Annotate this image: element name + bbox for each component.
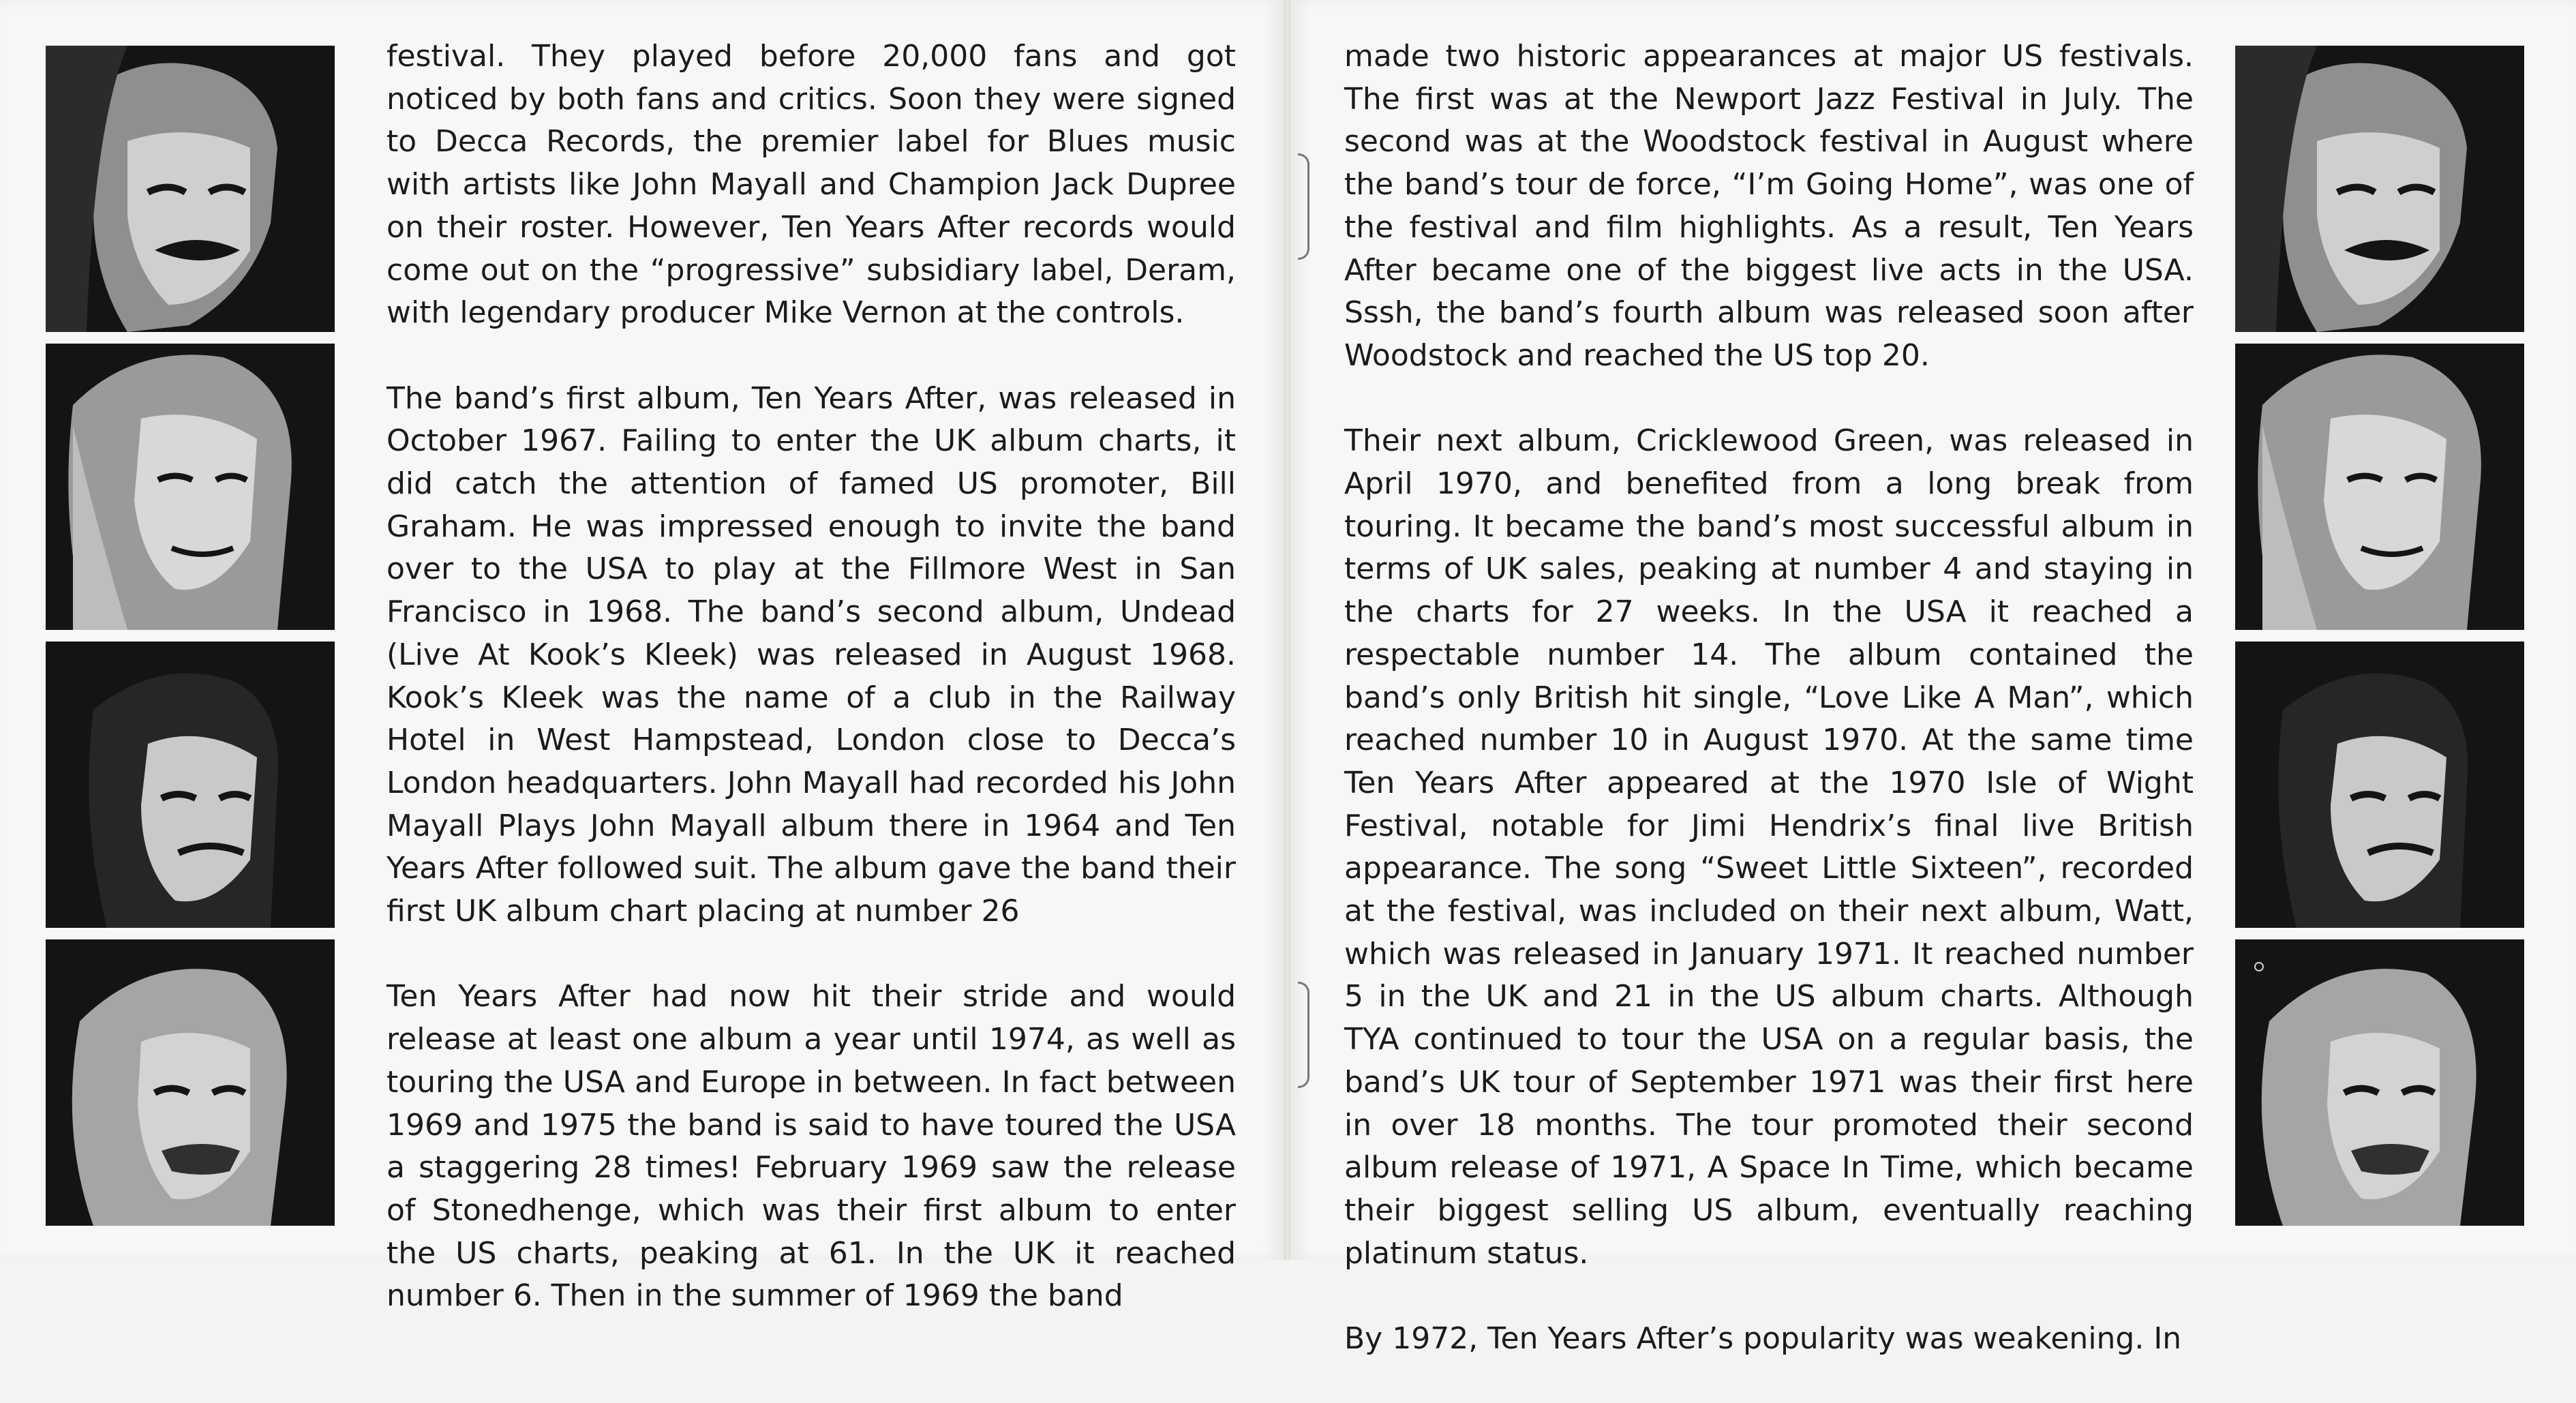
band-member-portrait-icon [2235, 46, 2524, 332]
band-member-portrait-icon [46, 344, 335, 630]
paragraph: festival. They played before 20,000 fans and got noticed by both fans and critics. Soon they were signed to Decca Records, the premier label for Blues music with artists like John Mayall and Champion Jack Dupree on their roster. However, Ten Years After records would come out on the “progressive” subsidiary label, Deram, with legendary producer Mike Vernon at the controls. [387, 39, 1236, 331]
band-member-portrait-icon [2235, 939, 2524, 1226]
right-page [1290, 0, 2576, 1357]
paragraph: By 1972, Ten Years After’s popularity was weakening. In [1344, 1321, 2182, 1357]
right-text-column [1344, 35, 2194, 1403]
left-page [0, 0, 1284, 1314]
band-member-portrait-icon [2235, 642, 2524, 928]
binding-staple [1298, 153, 1309, 260]
band-member-portrait-icon [2235, 344, 2524, 630]
left-text-column [387, 35, 1236, 1361]
paragraph: Their next album, Cricklewood Green, was released in April 1970, and benefited from a long break from touring. It became the band’s most successful album in terms of UK sales, peaking at number 4 and staying in the charts for 27 weeks. In the USA it reached a respectable number 14. The album contained the band’s only British hit single, “Love Like A Man”, which reached number 10 in August 1970. At the same time Ten Years After appeared at the 1970 Isle of Wight Festival, notable for Jimi Hendrix’s final live British appearance. The song “Sweet Little Sixteen”, recorded at the festival, was included on their next album, Watt, which was released in January 1971. It reached number 5 in the UK and 21 in the US album charts. Although TYA continued to tour the USA on a regular basis, the band’s UK tour of September 1971 was their first here in over 18 months. The tour promoted their second album release of 1971, A Space In Time, which became their biggest selling US album, eventually reaching platinum status. [1344, 423, 2194, 1271]
band-member-portrait-icon [46, 46, 335, 332]
paragraph: The band’s first album, Ten Years After, was released in October 1967. Failing to enter the UK album charts, it did catch the attention of famed US promoter, Bill Graham. He was impressed enough to invite the band over to the USA to play at the Fillmore West in San Francisco in 1968. The band’s second album, Undead (Live At Kook’s Kleek) was released in August 1968. Kook’s Kleek was the name of a club in the Railway Hotel in West Hampstead, London close to Decca’s London headquarters. John Mayall had recorded his John Mayall Plays John Mayall album there in 1964 and Ten Years After followed suit. The album gave the band their first UK album chart placing at number 26 [387, 380, 1236, 929]
book-gutter [1284, 0, 1290, 1260]
paragraph: made two historic appearances at major US festivals. The first was at the Newport Jazz Festival in July. The second was at the Woodstock festival in August where the band’s tour de force, “I’m Going Home”, was one of the festival and film highlights. As a result, Ten Years After became one of the biggest live acts in the USA. Sssh, the band’s fourth album was released soon after Woodstock and reached the US top 20. [1344, 39, 2194, 373]
paragraph: Ten Years After had now hit their stride and would release at least one album a year until 1974, as well as touring the USA and Europe in between. In fact between 1969 and 1975 the band is said to have toured the USA a staggering 28 times! February 1969 saw the release of Stonedhenge, which was their first album to enter the US charts, peaking at 61. In the UK it reached number 6. Then in the summer of 1969 the band [387, 979, 1236, 1314]
band-member-portrait-icon [46, 642, 335, 928]
print-mark [2254, 962, 2264, 971]
left-photo-strip [46, 46, 335, 1230]
binding-staple [1298, 982, 1309, 1088]
right-photo-strip [2235, 46, 2524, 1230]
band-member-portrait-icon [46, 939, 335, 1226]
